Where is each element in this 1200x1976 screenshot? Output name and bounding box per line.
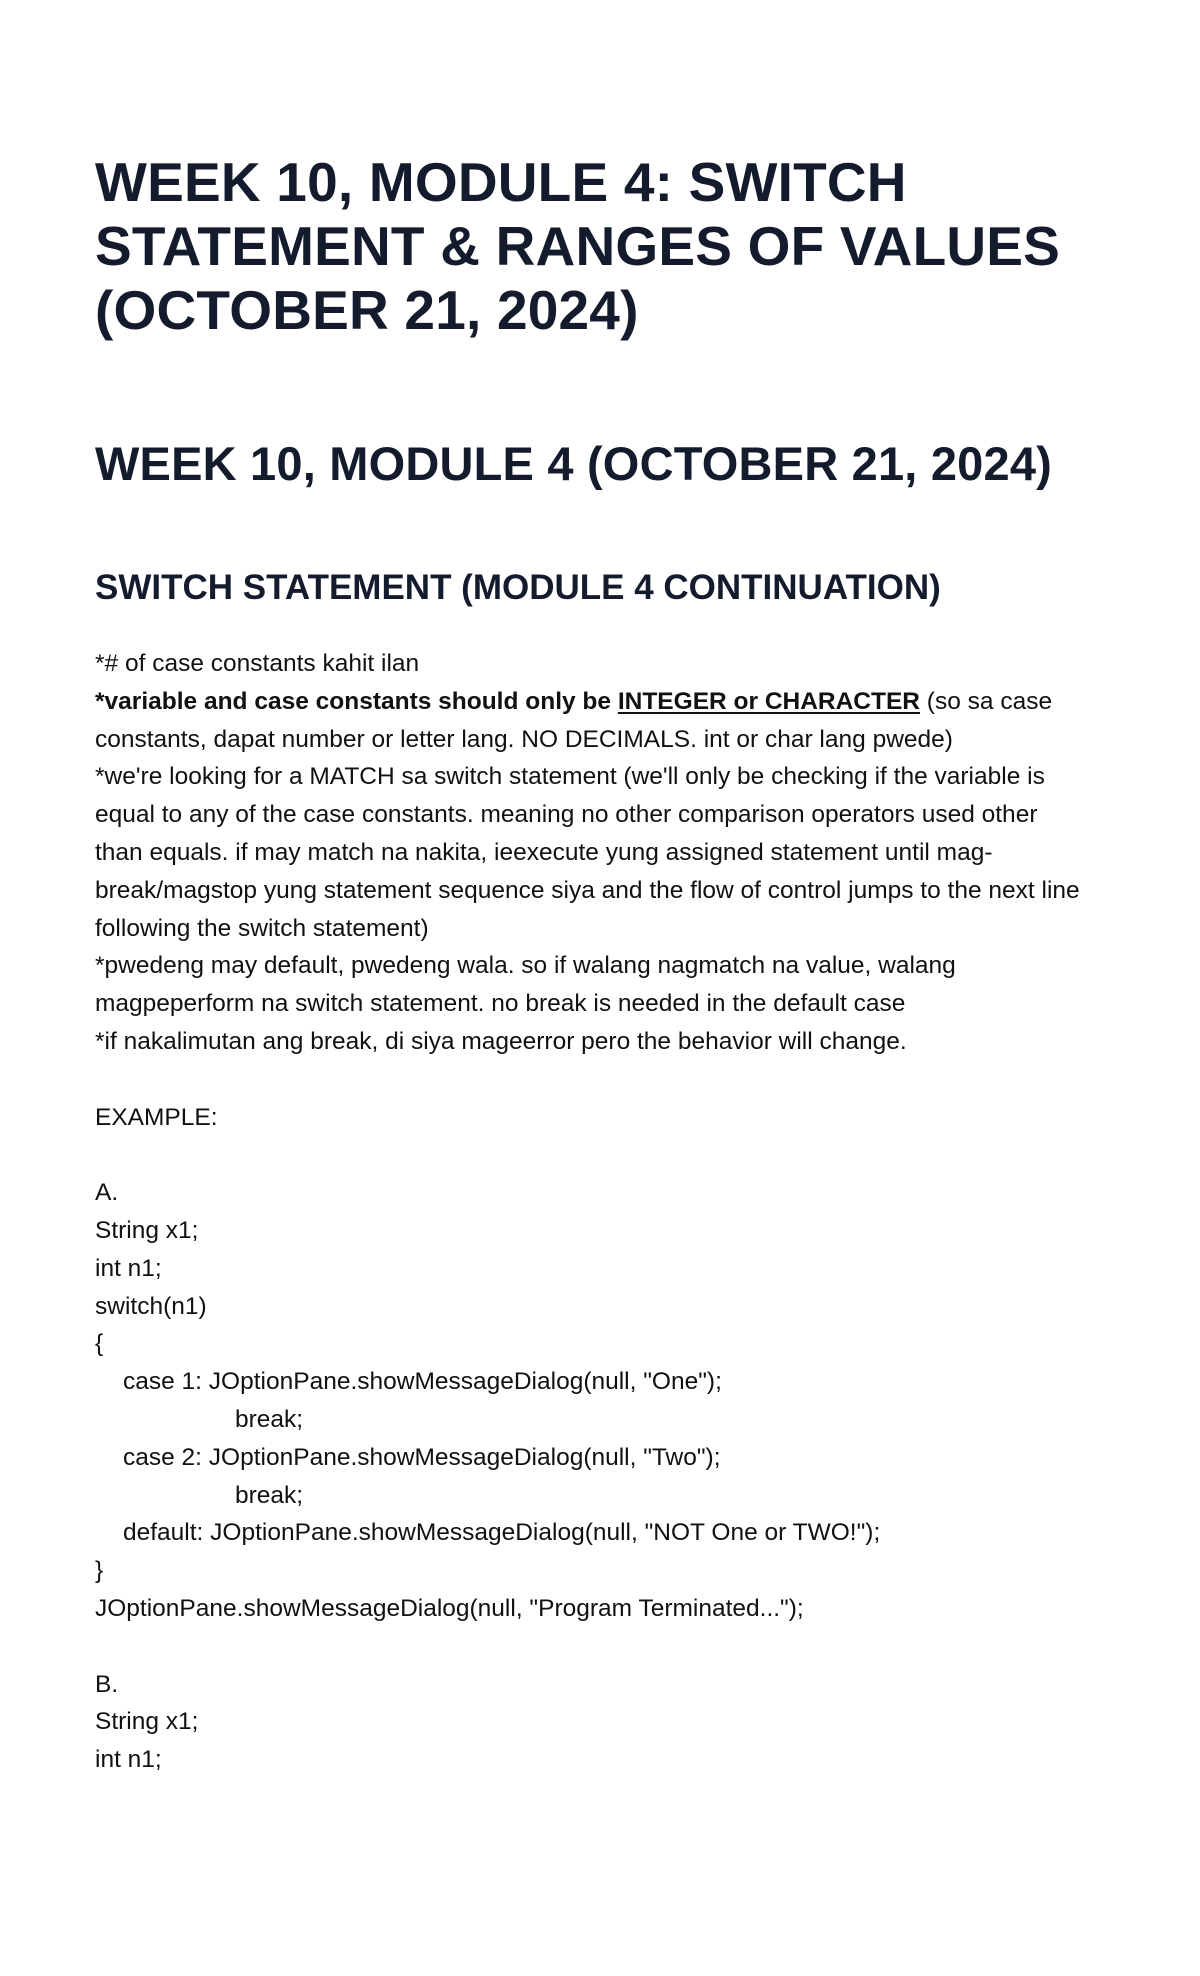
note-types-highlight: INTEGER or CHARACTER (617, 687, 920, 715)
code-line: switch(n1) (95, 1292, 207, 1320)
note-match-line2: equal to any of the case constants. meaning no other comparison operators used other (95, 801, 1038, 829)
code-line: String x1; (95, 1708, 199, 1736)
note-types-line2: constants, dapat number or letter lang. NO DECIMALS. int or char lang pwede) (95, 725, 953, 753)
code-case-1: case 1: JOptionPane.showMessageDialog(null, "One"); (123, 1368, 722, 1396)
code-after: JOptionPane.showMessageDialog(null, "Program Terminated..."); (95, 1594, 804, 1622)
note-default-line2: magpeperform na switch statement. no break is needed in the default case (95, 990, 906, 1018)
section-heading: SWITCH STATEMENT (MODULE 4 CONTINUATION) (95, 568, 941, 607)
page-title: WEEK 10, MODULE 4: SWITCH STATEMENT & RANGES OF VALUES (OCTOBER 21, 2024) (95, 151, 1061, 341)
code-line: String x1; (95, 1216, 199, 1244)
notes-body (95, 645, 1115, 1779)
note-match-line5: following the switch statement) (95, 914, 429, 942)
note-types-suffix: (so sa case (920, 687, 1053, 715)
code-line: { (95, 1330, 104, 1358)
example-b-label: B. (95, 1670, 119, 1698)
code-line: int n1; (95, 1746, 162, 1774)
example-label: EXAMPLE: (95, 1103, 218, 1131)
note-break: *if nakalimutan ang break, di siya mageerror pero the behavior will change. (95, 1027, 907, 1055)
code-default: default: JOptionPane.showMessageDialog(null, "NOT One or TWO!"); (123, 1519, 881, 1547)
note-default-line1: *pwedeng may default, pwedeng wala. so if walang nagmatch na value, walang (95, 952, 956, 980)
code-close-brace: } (95, 1557, 104, 1585)
note-match-line1: *we're looking for a MATCH sa switch statement (we'll only be checking if the variable is (95, 763, 1045, 791)
example-a-label: A. (95, 1179, 119, 1207)
note-types-bold: *variable and case constants should only be (95, 687, 618, 715)
note-match-line4: break/magstop yung statement sequence siya and the flow of control jumps to the next line (95, 876, 1080, 904)
note-match-line3: than equals. if may match na nakita, ieexecute yung assigned statement until mag- (95, 838, 993, 866)
code-break-1: break; (235, 1405, 304, 1433)
subtitle-heading: WEEK 10, MODULE 4 (OCTOBER 21, 2024) (95, 437, 1053, 490)
code-line: int n1; (95, 1254, 162, 1282)
note-types (95, 683, 1115, 721)
code-break-2: break; (235, 1481, 304, 1509)
note-case-constants: *# of case constants kahit ilan (95, 650, 420, 677)
code-case-2: case 2: JOptionPane.showMessageDialog(null, "Two"); (123, 1443, 721, 1471)
